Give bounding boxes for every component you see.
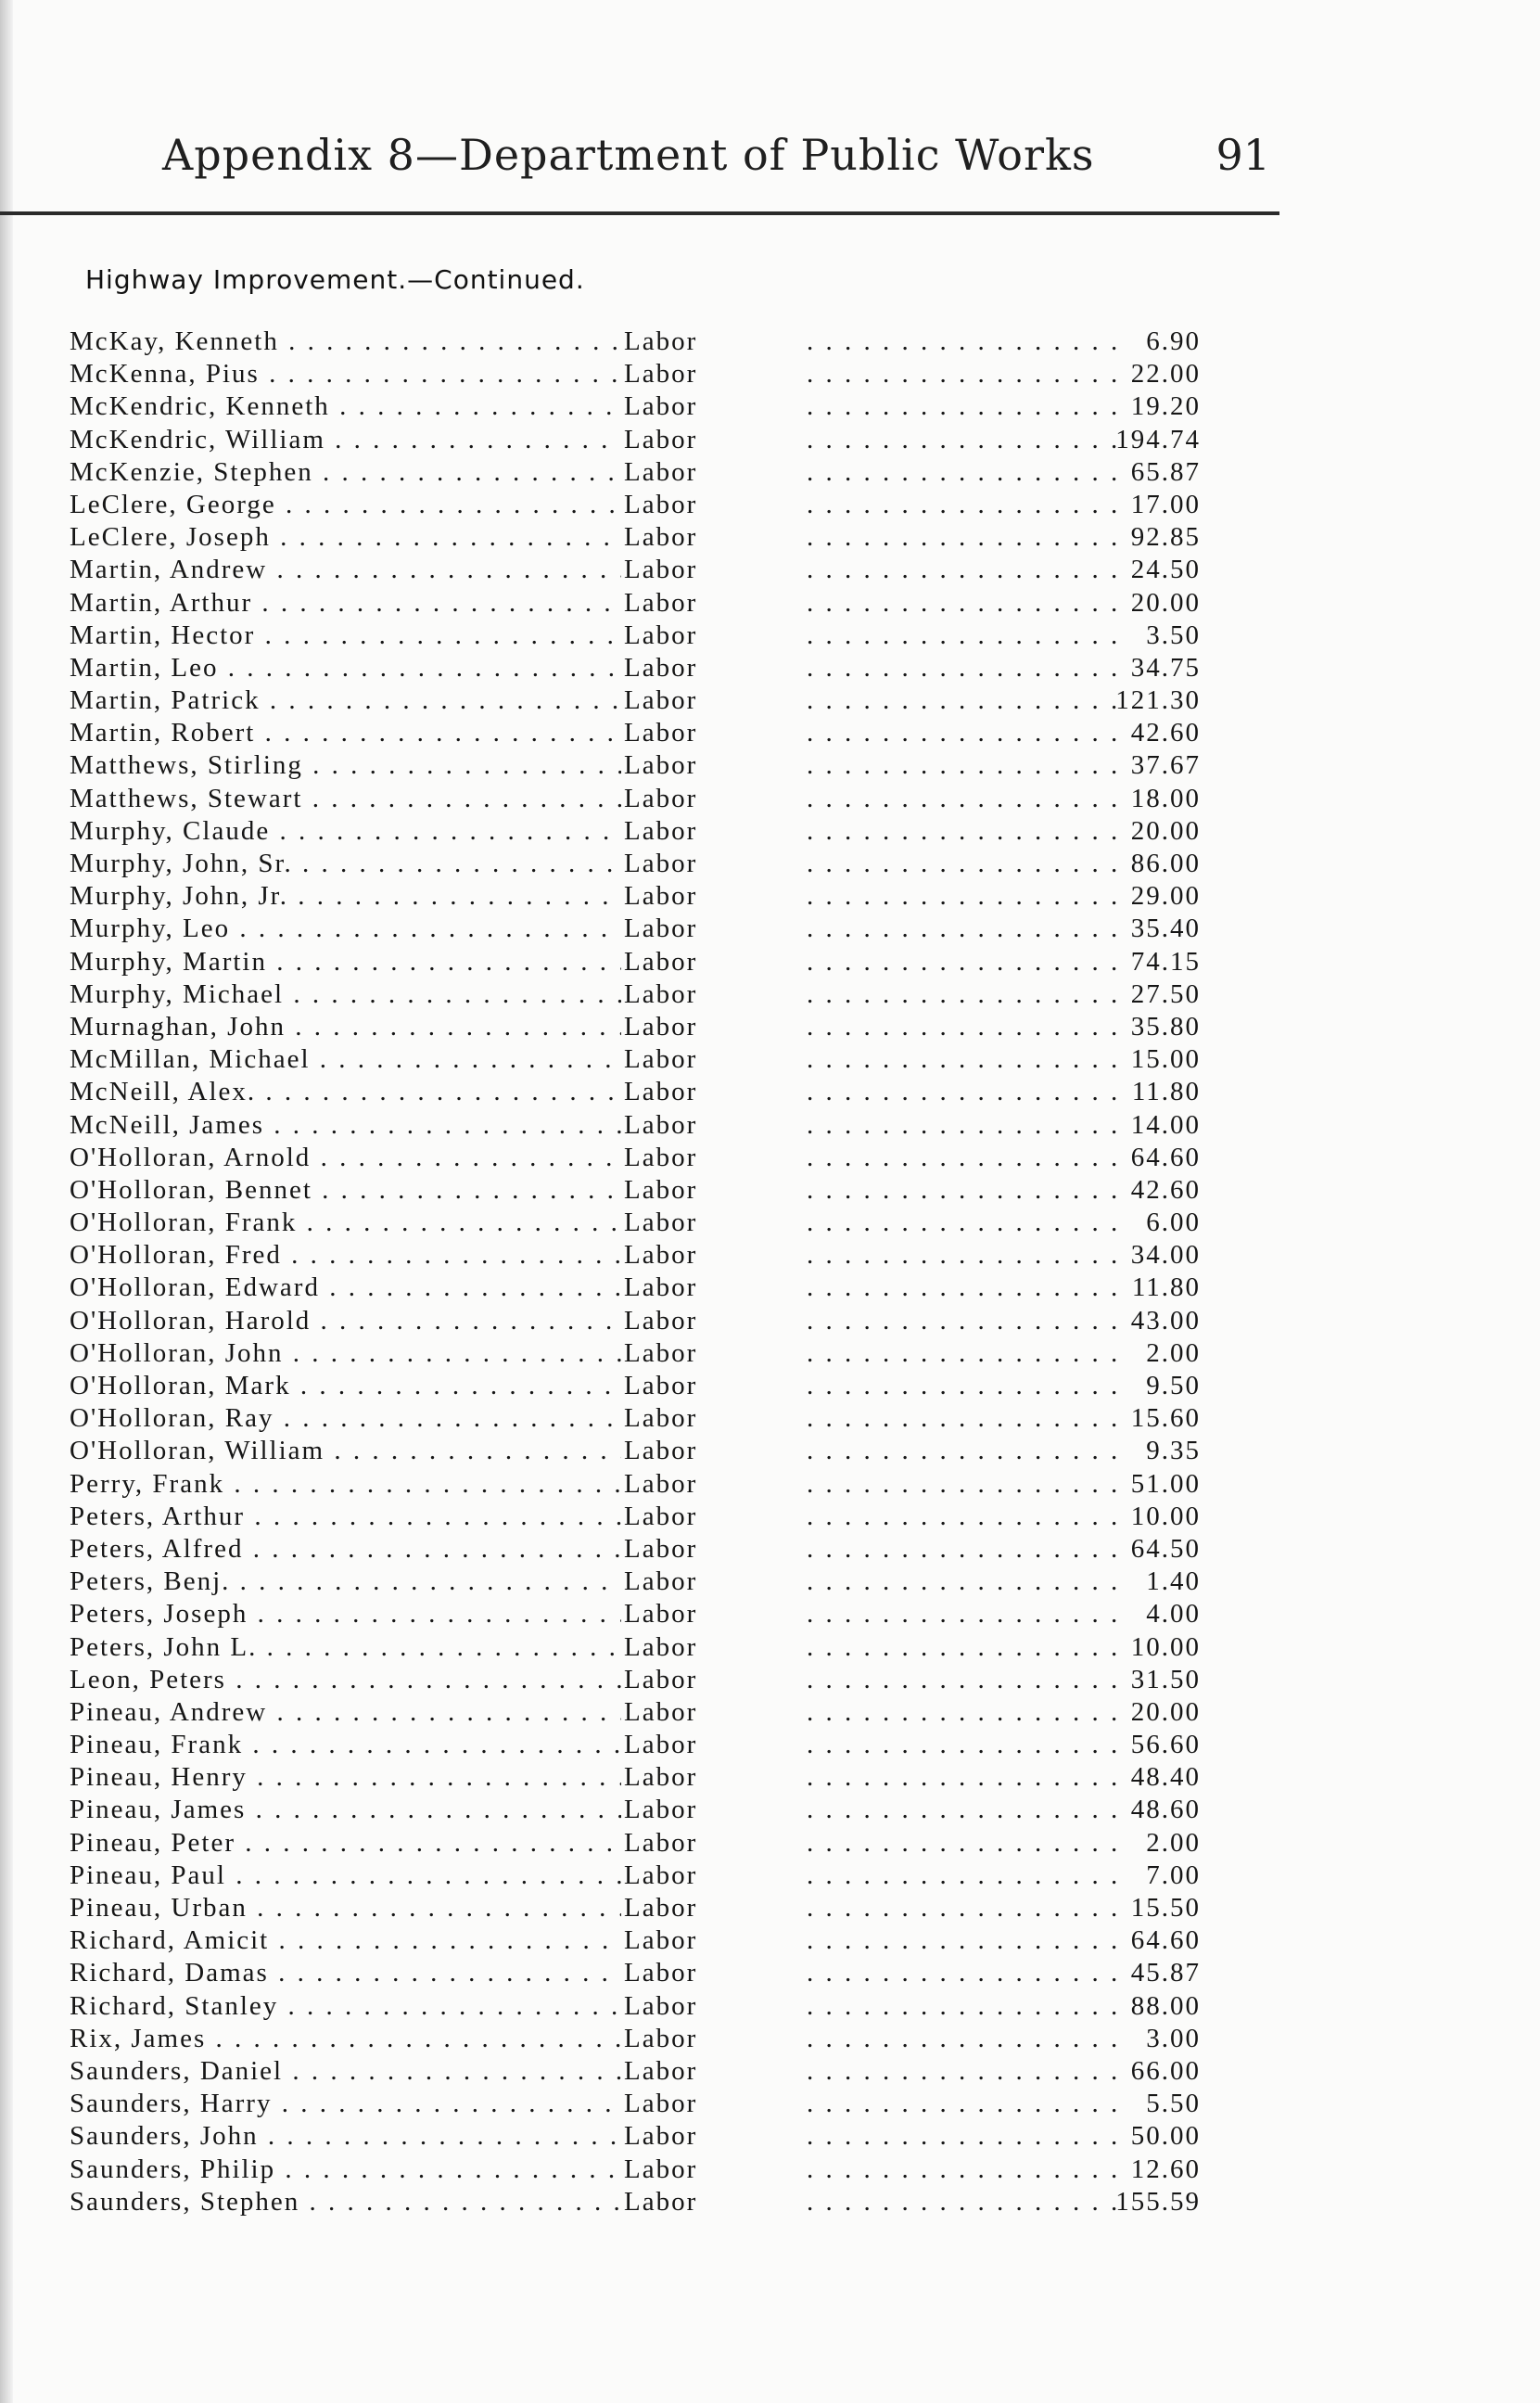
list-item <box>70 555 1201 587</box>
dot-leader <box>807 1697 1122 1728</box>
occupation: Labor <box>624 1828 703 1859</box>
page-number: 91 <box>1215 130 1270 180</box>
amount: 10.00 <box>1130 1501 1201 1531</box>
dot-leader <box>807 881 1122 912</box>
list-item <box>70 1110 1201 1143</box>
list-item <box>70 1143 1201 1175</box>
payee-name: Peters, Arthur . . . <box>70 1502 621 1532</box>
payee-name: Peters, Joseph . . . <box>70 1599 621 1630</box>
payee-name: O'Holloran, Edward . . . <box>70 1272 621 1303</box>
amount: 11.80 <box>1131 1272 1201 1303</box>
occupation: Labor <box>624 1240 703 1271</box>
occupation: Labor <box>624 1012 703 1042</box>
dot-leader <box>807 979 1122 1010</box>
occupation: Labor <box>624 1338 703 1369</box>
occupation: Labor <box>624 391 703 422</box>
list-item <box>70 1502 1201 1534</box>
dot-leader <box>807 1566 1122 1597</box>
occupation: Labor <box>624 490 703 520</box>
payee-name: Pineau, Peter . . . <box>70 1828 621 1859</box>
payee-name: Peters, Benj. . . . <box>70 1566 621 1597</box>
dot-leader <box>807 1371 1122 1401</box>
payee-name: Pineau, Frank . . . <box>70 1730 621 1760</box>
amount: 50.00 <box>1130 2121 1201 2152</box>
occupation: Labor <box>624 1534 703 1565</box>
amount: 2.00 <box>1146 1337 1201 1368</box>
list-item <box>70 1469 1201 1502</box>
amount: 64.50 <box>1130 1533 1201 1564</box>
list-item <box>70 1044 1201 1077</box>
occupation: Labor <box>624 522 703 553</box>
amount: 20.00 <box>1130 587 1201 618</box>
dot-leader <box>807 2024 1122 2054</box>
amount: 19.20 <box>1130 391 1201 422</box>
occupation: Labor <box>624 947 703 978</box>
occupation: Labor <box>624 849 703 879</box>
occupation: Labor <box>624 784 703 814</box>
payee-name: O'Holloran, Bennet . . . <box>70 1175 621 1206</box>
dot-leader <box>807 784 1122 814</box>
list-item <box>70 1762 1201 1795</box>
page-header <box>162 130 1270 195</box>
list-item <box>70 1632 1201 1665</box>
amount: 51.00 <box>1130 1468 1201 1499</box>
list-item <box>70 784 1201 816</box>
dot-leader <box>807 718 1122 748</box>
payee-name: O'Holloran, Ray . . . <box>70 1403 621 1434</box>
occupation: Labor <box>624 1077 703 1107</box>
payee-name: O'Holloran, Harold . . . <box>70 1306 621 1336</box>
amount: 27.50 <box>1130 978 1201 1009</box>
amount: 64.60 <box>1130 1142 1201 1172</box>
dot-leader <box>807 1502 1122 1532</box>
dot-leader <box>807 653 1122 684</box>
dot-leader <box>807 2089 1122 2119</box>
occupation: Labor <box>624 1110 703 1141</box>
occupation: Labor <box>624 1272 703 1303</box>
occupation: Labor <box>624 718 703 748</box>
occupation: Labor <box>624 653 703 684</box>
payee-name: O'Holloran, Fred . . . <box>70 1240 621 1271</box>
payee-name: Saunders, Philip . . . <box>70 2154 621 2185</box>
payee-name: Murphy, Leo . . . <box>70 914 621 944</box>
section-heading: Highway Improvement.—Continued. <box>85 264 585 295</box>
amount: 74.15 <box>1130 946 1201 977</box>
payee-name: Pineau, Urban . . . <box>70 1893 621 1924</box>
list-item <box>70 685 1201 718</box>
amount: 6.00 <box>1146 1208 1201 1238</box>
list-item <box>70 914 1201 946</box>
payee-name: Martin, Arthur . . . <box>70 588 621 619</box>
amount: 9.35 <box>1146 1436 1201 1466</box>
payee-name: LeClere, George . . . <box>70 490 621 520</box>
amount: 66.00 <box>1130 2055 1201 2086</box>
amount: 11.80 <box>1131 1077 1201 1107</box>
occupation: Labor <box>624 359 703 390</box>
amount: 86.00 <box>1130 849 1201 878</box>
payee-name: Peters, Alfred . . . <box>70 1534 621 1565</box>
dot-leader <box>807 391 1122 422</box>
amount: 48.40 <box>1130 1762 1201 1793</box>
payee-name: McKenna, Pius . . . <box>70 359 621 390</box>
payee-name: Murphy, John, Sr. . . . <box>70 849 621 879</box>
dot-leader <box>807 1828 1122 1859</box>
list-item <box>70 1534 1201 1566</box>
list-item <box>70 653 1201 685</box>
amount: 34.00 <box>1130 1240 1201 1271</box>
payee-name: O'Holloran, John . . . <box>70 1338 621 1369</box>
occupation: Labor <box>624 750 703 781</box>
payee-name: O'Holloran, William . . . <box>70 1436 621 1466</box>
occupation: Labor <box>624 685 703 716</box>
payee-name: Richard, Amicit . . . <box>70 1925 621 1956</box>
occupation: Labor <box>624 1730 703 1760</box>
occupation: Labor <box>624 979 703 1010</box>
amount: 31.50 <box>1130 1664 1201 1694</box>
occupation: Labor <box>624 1436 703 1466</box>
dot-leader <box>807 1762 1122 1793</box>
payee-name: O'Holloran, Frank . . . <box>70 1208 621 1238</box>
amount: 6.90 <box>1146 326 1201 356</box>
occupation: Labor <box>624 1469 703 1500</box>
payee-name: LeClere, Joseph . . . <box>70 522 621 553</box>
list-item <box>70 1566 1201 1599</box>
payee-name: Pineau, Andrew . . . <box>70 1697 621 1728</box>
dot-leader <box>807 2187 1122 2218</box>
occupation: Labor <box>624 326 703 357</box>
dot-leader <box>807 1044 1122 1075</box>
dot-leader <box>807 1077 1122 1107</box>
amount: 121.30 <box>1115 685 1201 716</box>
dot-leader <box>807 1436 1122 1466</box>
list-item <box>70 1306 1201 1338</box>
dot-leader <box>807 522 1122 553</box>
occupation: Labor <box>624 1044 703 1075</box>
dot-leader <box>807 1469 1122 1500</box>
list-item <box>70 1436 1201 1468</box>
occupation: Labor <box>624 425 703 455</box>
dot-leader <box>807 1795 1122 1825</box>
amount: 34.75 <box>1130 652 1201 683</box>
payee-name: Leon, Peters . . . <box>70 1665 621 1695</box>
payee-name: Martin, Andrew . . . <box>70 555 621 585</box>
dot-leader <box>807 1272 1122 1303</box>
amount: 42.60 <box>1130 718 1201 748</box>
dot-leader <box>807 1991 1122 2022</box>
dot-leader <box>807 1665 1122 1695</box>
payee-name: McKendric, William . . . <box>70 425 621 455</box>
dot-leader <box>807 1338 1122 1369</box>
payee-name: Murphy, John, Jr. . . . <box>70 881 621 912</box>
list-item <box>70 1012 1201 1044</box>
occupation: Labor <box>624 1599 703 1630</box>
dot-leader <box>807 2154 1122 2185</box>
amount: 3.50 <box>1146 620 1201 650</box>
amount: 29.00 <box>1130 881 1201 912</box>
list-item <box>70 947 1201 979</box>
occupation: Labor <box>624 1175 703 1206</box>
occupation: Labor <box>624 457 703 488</box>
list-item <box>70 425 1201 457</box>
dot-leader <box>807 1632 1122 1663</box>
payee-name: Murphy, Martin . . . <box>70 947 621 978</box>
list-item <box>70 1403 1201 1436</box>
payee-name: Perry, Frank . . . <box>70 1469 621 1500</box>
occupation: Labor <box>624 2121 703 2152</box>
amount: 14.00 <box>1130 1109 1201 1140</box>
list-item <box>70 2154 1201 2187</box>
occupation: Labor <box>624 1632 703 1663</box>
amount: 35.40 <box>1130 914 1201 944</box>
payee-name: Martin, Hector . . . <box>70 620 621 651</box>
occupation: Labor <box>624 555 703 585</box>
amount: 42.60 <box>1130 1174 1201 1205</box>
list-item <box>70 588 1201 620</box>
dot-leader <box>807 685 1122 716</box>
list-item <box>70 1893 1201 1925</box>
payee-name: Saunders, Harry . . . <box>70 2089 621 2119</box>
list-item <box>70 2024 1201 2056</box>
payee-name: Matthews, Stirling . . . <box>70 750 621 781</box>
payee-name: Saunders, Stephen . . . <box>70 2187 621 2218</box>
dot-leader <box>807 588 1122 619</box>
dot-leader <box>807 1143 1122 1173</box>
occupation: Labor <box>624 2056 703 2087</box>
amount: 10.00 <box>1130 1631 1201 1662</box>
payee-name: McKendric, Kenneth . . . <box>70 391 621 422</box>
dot-leader <box>807 1110 1122 1141</box>
amount: 2.00 <box>1146 1827 1201 1858</box>
payee-name: Murnaghan, John . . . <box>70 1012 621 1042</box>
payee-name: McKay, Kenneth . . . <box>70 326 621 357</box>
payee-name: McMillan, Michael . . . <box>70 1044 621 1075</box>
list-item <box>70 1077 1201 1109</box>
amount: 194.74 <box>1115 424 1201 454</box>
payee-name: Richard, Damas . . . <box>70 1958 621 1988</box>
list-item <box>70 1665 1201 1697</box>
dot-leader <box>807 750 1122 781</box>
occupation: Labor <box>624 2089 703 2119</box>
dot-leader <box>807 457 1122 488</box>
occupation: Labor <box>624 914 703 944</box>
payee-name: Peters, John L. . . . <box>70 1632 621 1663</box>
occupation: Labor <box>624 588 703 619</box>
list-item <box>70 849 1201 881</box>
dot-leader <box>807 1208 1122 1238</box>
list-item <box>70 391 1201 424</box>
payee-name: Pineau, Paul . . . <box>70 1860 621 1891</box>
amount: 3.00 <box>1146 2023 1201 2053</box>
dot-leader <box>807 1175 1122 1206</box>
occupation: Labor <box>624 1860 703 1891</box>
dot-leader <box>807 1306 1122 1336</box>
occupation: Labor <box>624 620 703 651</box>
amount: 88.00 <box>1130 1990 1201 2021</box>
payee-name: Richard, Stanley . . . <box>70 1991 621 2022</box>
list-item <box>70 881 1201 914</box>
list-item <box>70 1795 1201 1827</box>
amount: 45.87 <box>1130 1958 1201 1988</box>
dot-leader <box>807 1240 1122 1271</box>
dot-leader <box>807 1534 1122 1565</box>
amount: 15.60 <box>1130 1403 1201 1434</box>
amount: 4.00 <box>1146 1599 1201 1630</box>
occupation: Labor <box>624 1502 703 1532</box>
dot-leader <box>807 1599 1122 1630</box>
amount: 35.80 <box>1130 1011 1201 1042</box>
dot-leader <box>807 1012 1122 1042</box>
header-rule <box>0 211 1279 215</box>
running-title: Appendix 8—Department of Public Works <box>162 130 1095 180</box>
dot-leader <box>807 555 1122 585</box>
payee-name: Matthews, Stewart . . . <box>70 784 621 814</box>
payee-name: Saunders, John . . . <box>70 2121 621 2152</box>
dot-leader <box>807 1860 1122 1891</box>
dot-leader <box>807 359 1122 390</box>
occupation: Labor <box>624 1762 703 1793</box>
dot-leader <box>807 490 1122 520</box>
occupation: Labor <box>624 1143 703 1173</box>
payee-name: McKenzie, Stephen . . . <box>70 457 621 488</box>
amount: 12.60 <box>1130 2154 1201 2184</box>
payee-name: Pineau, Henry . . . <box>70 1762 621 1793</box>
amount: 43.00 <box>1130 1305 1201 1336</box>
occupation: Labor <box>624 1893 703 1924</box>
payee-name: Murphy, Claude . . . <box>70 816 621 847</box>
payee-name: Rix, James . . . <box>70 2024 621 2054</box>
list-item <box>70 1338 1201 1371</box>
dot-leader <box>807 947 1122 978</box>
payee-name: McNeill, James . . . <box>70 1110 621 1141</box>
amount: 155.59 <box>1115 2186 1201 2217</box>
list-item <box>70 1272 1201 1305</box>
amount: 15.50 <box>1130 1893 1201 1923</box>
payee-name: Martin, Leo . . . <box>70 653 621 684</box>
payee-name: Pineau, James . . . <box>70 1795 621 1825</box>
amount: 18.00 <box>1130 783 1201 813</box>
list-item <box>70 1925 1201 1958</box>
payee-name: Murphy, Michael . . . <box>70 979 621 1010</box>
dot-leader <box>807 914 1122 944</box>
occupation: Labor <box>624 2154 703 2185</box>
dot-leader <box>807 816 1122 847</box>
dot-leader <box>807 620 1122 651</box>
payee-name: Martin, Patrick . . . <box>70 685 621 716</box>
dot-leader <box>807 1730 1122 1760</box>
occupation: Labor <box>624 1403 703 1434</box>
list-item <box>70 359 1201 391</box>
occupation: Labor <box>624 1665 703 1695</box>
payee-name: Martin, Robert . . . <box>70 718 621 748</box>
list-item <box>70 750 1201 783</box>
dot-leader <box>807 1893 1122 1924</box>
amount: 20.00 <box>1130 815 1201 846</box>
list-item <box>70 1697 1201 1730</box>
list-item <box>70 457 1201 490</box>
occupation: Labor <box>624 1697 703 1728</box>
list-item <box>70 718 1201 750</box>
amount: 17.00 <box>1130 489 1201 519</box>
occupation: Labor <box>624 881 703 912</box>
dot-leader <box>807 849 1122 879</box>
dot-leader <box>807 1403 1122 1434</box>
list-item <box>70 1208 1201 1240</box>
payee-name: Saunders, Daniel . . . <box>70 2056 621 2087</box>
list-item <box>70 490 1201 522</box>
occupation: Labor <box>624 1371 703 1401</box>
payment-list <box>70 326 1201 2219</box>
list-item <box>70 1860 1201 1893</box>
dot-leader <box>807 1958 1122 1988</box>
list-item <box>70 620 1201 653</box>
list-item <box>70 2187 1201 2219</box>
amount: 22.00 <box>1130 359 1201 390</box>
list-item <box>70 1828 1201 1860</box>
amount: 7.00 <box>1146 1860 1201 1890</box>
list-item <box>70 816 1201 849</box>
amount: 56.60 <box>1130 1730 1201 1760</box>
dot-leader <box>807 1925 1122 1956</box>
list-item <box>70 522 1201 555</box>
list-item <box>70 1730 1201 1762</box>
list-item <box>70 979 1201 1012</box>
list-item <box>70 1991 1201 2024</box>
page-edge-shadow <box>0 0 13 2403</box>
list-item <box>70 326 1201 359</box>
amount: 64.60 <box>1130 1925 1201 1956</box>
list-item <box>70 1958 1201 1990</box>
payee-name: McNeill, Alex. . . . <box>70 1077 621 1107</box>
list-item <box>70 1175 1201 1208</box>
amount: 24.50 <box>1130 555 1201 585</box>
list-item <box>70 1240 1201 1272</box>
occupation: Labor <box>624 2024 703 2054</box>
payee-name: O'Holloran, Arnold . . . <box>70 1143 621 1173</box>
occupation: Labor <box>624 1991 703 2022</box>
amount: 9.50 <box>1146 1371 1201 1400</box>
dot-leader <box>807 425 1122 455</box>
occupation: Labor <box>624 1306 703 1336</box>
occupation: Labor <box>624 1566 703 1597</box>
amount: 48.60 <box>1130 1795 1201 1825</box>
amount: 20.00 <box>1130 1696 1201 1727</box>
amount: 15.00 <box>1130 1044 1201 1075</box>
dot-leader <box>807 2121 1122 2152</box>
list-item <box>70 1599 1201 1631</box>
list-item <box>70 1371 1201 1403</box>
dot-leader <box>807 326 1122 357</box>
occupation: Labor <box>624 1795 703 1825</box>
list-item <box>70 2056 1201 2089</box>
amount: 1.40 <box>1146 1566 1201 1597</box>
amount: 65.87 <box>1130 456 1201 487</box>
amount: 37.67 <box>1130 750 1201 781</box>
list-item <box>70 2089 1201 2121</box>
occupation: Labor <box>624 1958 703 1988</box>
occupation: Labor <box>624 1925 703 1956</box>
amount: 5.50 <box>1146 2089 1201 2119</box>
list-item <box>70 2121 1201 2154</box>
occupation: Labor <box>624 2187 703 2218</box>
dot-leader <box>807 2056 1122 2087</box>
occupation: Labor <box>624 1208 703 1238</box>
occupation: Labor <box>624 816 703 847</box>
payee-name: O'Holloran, Mark . . . <box>70 1371 621 1401</box>
amount: 92.85 <box>1130 522 1201 553</box>
